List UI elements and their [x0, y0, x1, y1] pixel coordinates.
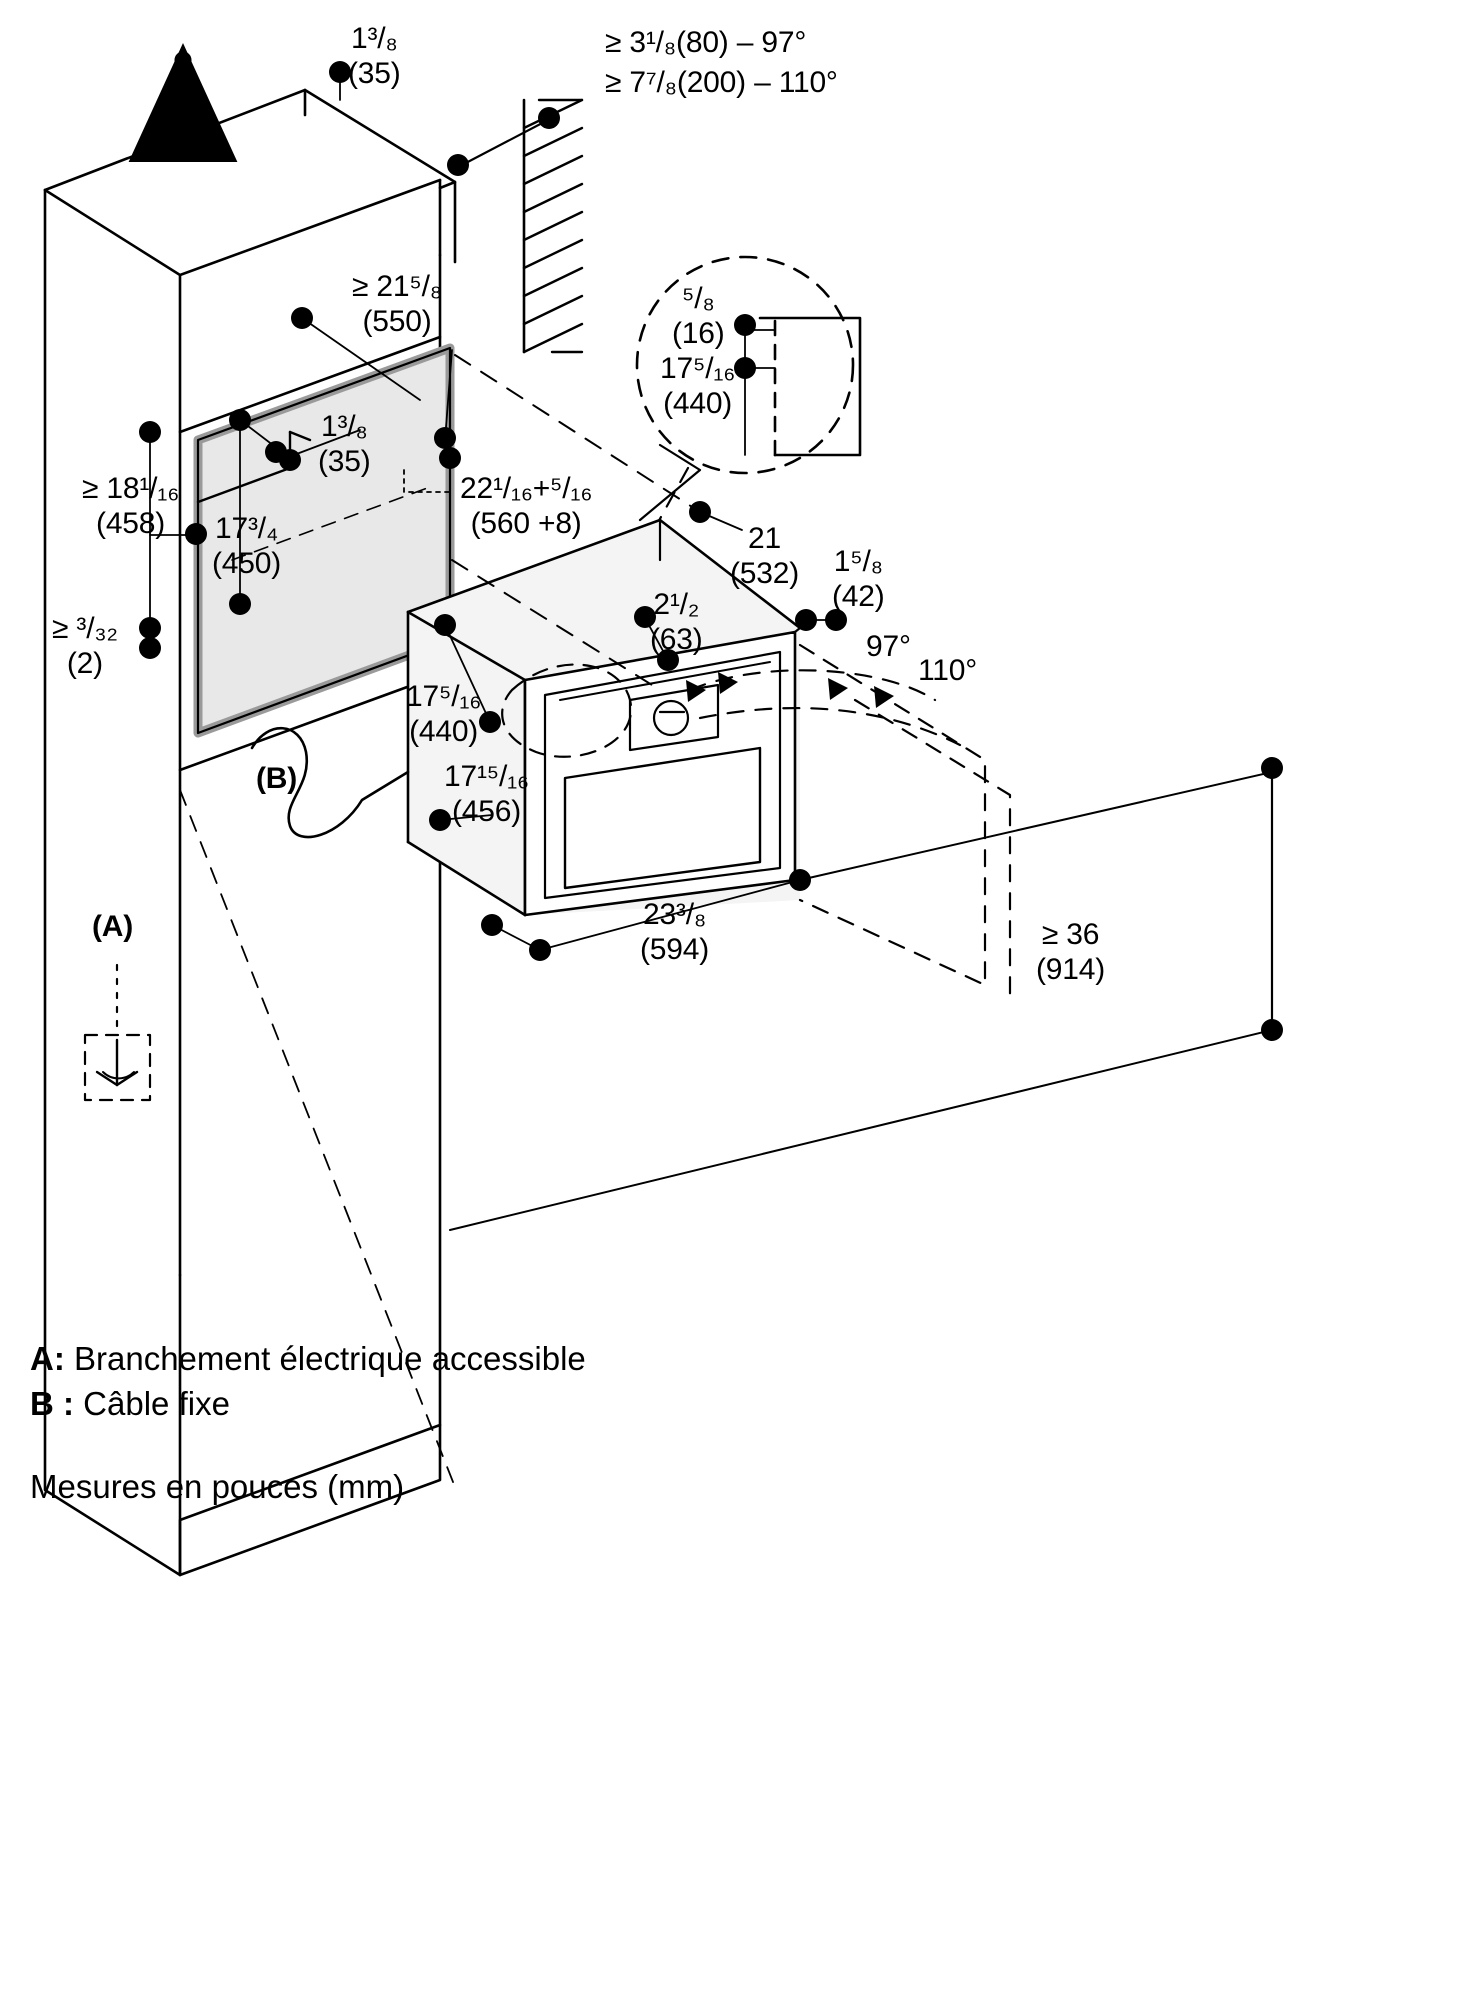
dim-top-depth-inch: 1³/₈	[350, 22, 398, 55]
legend-text-b: Câble fixe	[83, 1385, 230, 1422]
dim-front-width-mm: (560 +8)	[470, 506, 582, 540]
dim-top-panel-mm: (63)	[650, 622, 703, 656]
dim-handle-offset-inch: 1⁵/₈	[833, 545, 883, 578]
dim-detail-offset	[672, 282, 725, 352]
dim-detail-offset-inch: ⁵/₈	[681, 282, 715, 315]
dim-top-panel-inch: 2¹/₂	[653, 588, 700, 621]
dim-detail-depth-mm: (440)	[663, 386, 733, 420]
angle-clearance-1: ≥ 3¹/₈(80) – 97°	[605, 26, 807, 59]
dim-niche-width-mm: (550)	[362, 304, 432, 338]
callout-a: (A)	[92, 910, 134, 943]
dim-body-depth-mm: (440)	[409, 714, 479, 748]
dim-appliance-width	[640, 898, 709, 968]
dim-appliance-width-mm: (594)	[640, 932, 710, 966]
dim-floor-height-inch: ≥ 36	[1041, 918, 1100, 951]
dim-top-depth-mm: (35)	[348, 56, 401, 90]
dim-niche-height-inch: ≥ 18¹/₁₆	[82, 472, 180, 505]
dim-niche-depth-mm: (450)	[212, 546, 282, 580]
dim-front-width-inch: 22¹/₁₆+⁵/₁₆	[460, 472, 593, 505]
dim-niche-height	[82, 472, 179, 542]
dim-handle-offset	[832, 545, 885, 615]
angle-door-110: 110°	[918, 654, 978, 687]
dim-shelf-thickness-mm: (35)	[318, 444, 371, 478]
dim-niche-depth	[212, 512, 281, 582]
dim-body-depth-2-inch: 17¹⁵/₁₆	[444, 760, 529, 793]
dim-floor-height	[1036, 918, 1105, 988]
legend-key-a: A:	[30, 1340, 65, 1377]
legend-text-a: Branchement électrique accessible	[74, 1340, 586, 1377]
dim-top-panel	[650, 588, 703, 658]
legend-key-b: B :	[30, 1385, 74, 1422]
dim-gap-bottom-mm: (2)	[66, 646, 103, 680]
dim-body-depth-2-mm: (456)	[451, 794, 521, 828]
dim-niche-depth-inch: 17³/₄	[215, 512, 278, 545]
dim-appliance-width-inch: 23³/₈	[642, 898, 707, 931]
callout-b: (B)	[256, 762, 298, 795]
dim-niche-height-mm: (458)	[96, 506, 166, 540]
dim-top-depth	[348, 22, 401, 92]
dim-detail-depth	[660, 352, 735, 422]
dim-handle-offset-mm: (42)	[832, 579, 885, 613]
legend-item-a	[30, 1340, 586, 1378]
angle-clearance-2: ≥ 7⁷/₈(200) – 110°	[605, 66, 838, 99]
dim-shelf-thickness-inch: 1³/₈	[320, 410, 368, 443]
dim-gap-bottom	[52, 612, 118, 682]
dim-niche-width	[352, 270, 442, 340]
dim-body-depth	[406, 680, 481, 750]
dim-body-height-mm: (532)	[730, 556, 800, 590]
dim-detail-offset-mm: (16)	[672, 316, 725, 350]
dim-body-height-inch: 21	[748, 522, 782, 555]
dim-gap-bottom-inch: ≥ ³/₃₂	[52, 612, 118, 645]
dim-front-width	[460, 472, 592, 542]
angle-door-97: 97°	[866, 630, 911, 663]
dim-niche-width-inch: ≥ 21⁵/₈	[352, 270, 442, 303]
dim-shelf-thickness	[318, 410, 371, 480]
units-note: Mesures en pouces (mm)	[30, 1468, 405, 1505]
dim-floor-height-mm: (914)	[1036, 952, 1106, 986]
dim-body-height	[730, 522, 799, 592]
legend-item-b	[30, 1385, 230, 1423]
dim-body-depth-inch: 17⁵/₁₆	[406, 680, 482, 713]
dim-body-depth-2	[444, 760, 529, 830]
dim-detail-depth-inch: 17⁵/₁₆	[660, 352, 736, 385]
